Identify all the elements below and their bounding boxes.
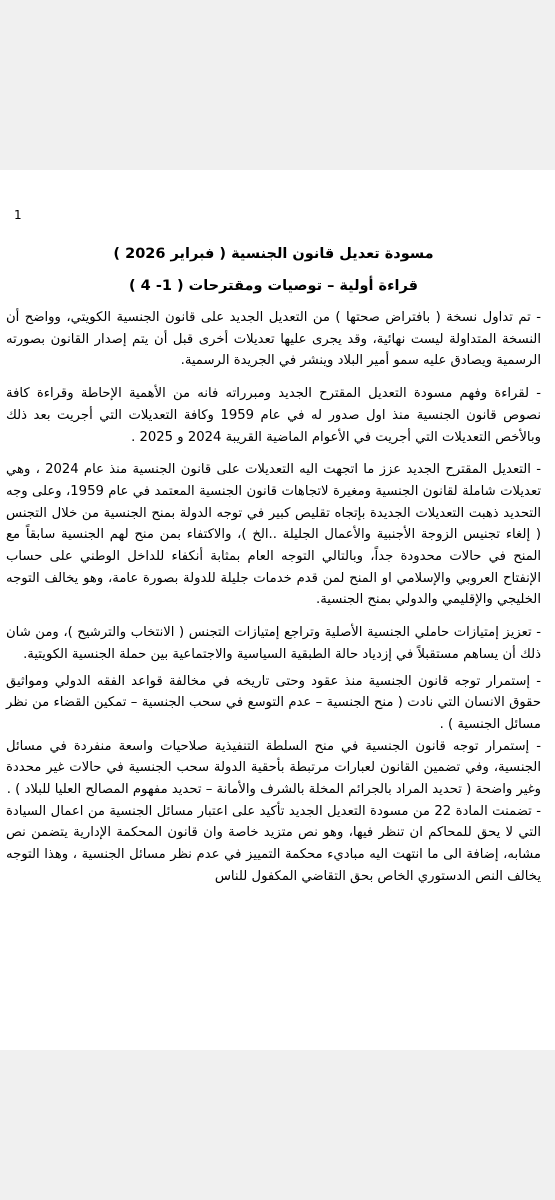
bullet-item: - إستمرار توجه قانون الجنسية منذ عقود وحتى تاريخه في مخالفة قواعد الفقه الدولي ومواثيق حقوق الانسان التي نادت ( منح الجنسية – عدم التوسع في سحب الجنسية – تمكين القضاء من نظر مسائل الجنسية ) . [6,673,541,732]
bullet-item: - تضمنت المادة 22 من مسودة التعديل الجديد تأكيد على اعتبار مسائل الجنسية من اعمال السيادة التي لا يحق للمحاكم ان تنظر فيها، وهو نص متزيد خاصة وان قانون المحكمة الإدارية يتضمن نص مشابه، إضافة الى ما انتهت اليه مباديء محكمة التمييز في عدم نظر مسائل الجنسية ، وهذا التوجه يخالف النص الدستوري الخاص بحق التقاضي المكفول للناس [6,803,541,884]
page-number: 1 [14,208,22,222]
document-title: مسودة تعديل قانون الجنسية ( فبراير 2026 ) [113,246,434,262]
paragraph: - التعديل المقترح الجديد عزز ما اتجهت اليه التعديلات على قانون الجنسية منذ عام 2024 ، وهي تعديلات شاملة لقانون الجنسية ومغيرة لاتجاهات قانون الجنسية المعتمد في عام 1959، وعلى وجه التحديد ذهبت التعديلات الجديدة بإتجاه تقليص كبير في توجه الدولة بمنح الجنسية من خلال التجنس ( إلغاء تجنيس الزوجة الأجنبية والأعمال الجليلة ..الخ )، والاكتفاء بمن منح لهم الجنسية سابقاً مع المنح في حالات محدودة جداً، وبالتالي التوجه العام بمثابة أنكفاء للداخل الوطني على حساب الإنفتاح العروبي والإسلامي او المنح لمن قدم خدمات جليلة للدولة بصورة عامة، وهو يخالف التوجه الخليجي والإقليمي والدولي بمنح الجنسية. [6,462,541,608]
bullet-item: - تعزيز إمتيازات حاملي الجنسية الأصلية وتراجع إمتيازات التجنس ( الانتخاب والترشيح )، ومن شان ذلك أن يساهم مستقبلاً في إزدياد حالة الطبقية السياسية والاجتماعية بين حملة الجنسية الكويتية. [6,625,541,662]
document-page [0,170,555,1050]
document-body [6,244,541,888]
bullet-item: - إستمرار توجه قانون الجنسية في منح السلطة التنفيذية صلاحيات واسعة منفردة في مسائل الجنسية، وفي تضمين القانون لعبارات مرتبطة بأحقية الدولة سحب الجنسية في حالات غير محددة وغير واضحة ( تحديد المراد بالجرائم المخلة بالشرف والأمانة – تحديد مفهوم المصالح العليا للبلاد ) . [6,738,541,798]
document-subtitle: قراءة أولية – توصيات ومقترحات ( 1- 4 ) [128,278,419,294]
paragraph: - لقراءة وفهم مسودة التعديل المقترح الجديد ومبرراته فانه من الأهمية الإحاطة وقراءة كافة نصوص قانون الجنسية منذ اول صدور له في عام 1959 وكافة التعديلات التي أجريت بعد ذلك وبالأخص التعديلات التي أجريت في الأعوام الماضية القريبة 2024 و 2025 . [6,386,541,445]
paragraph: - تم تداول نسخة ( بافتراض صحتها ) من التعديل الجديد على قانون الجنسية الكويتي، وواضح أن النسخة المتداولة ليست نهائية، وقد يجرى عليها تعديلات أخرى قبل أن يتم إصدار القانون بصورته الرسمية ويصادق عليه سمو أمير البلاد وينشر في الجريدة الرسمية. [6,310,541,369]
